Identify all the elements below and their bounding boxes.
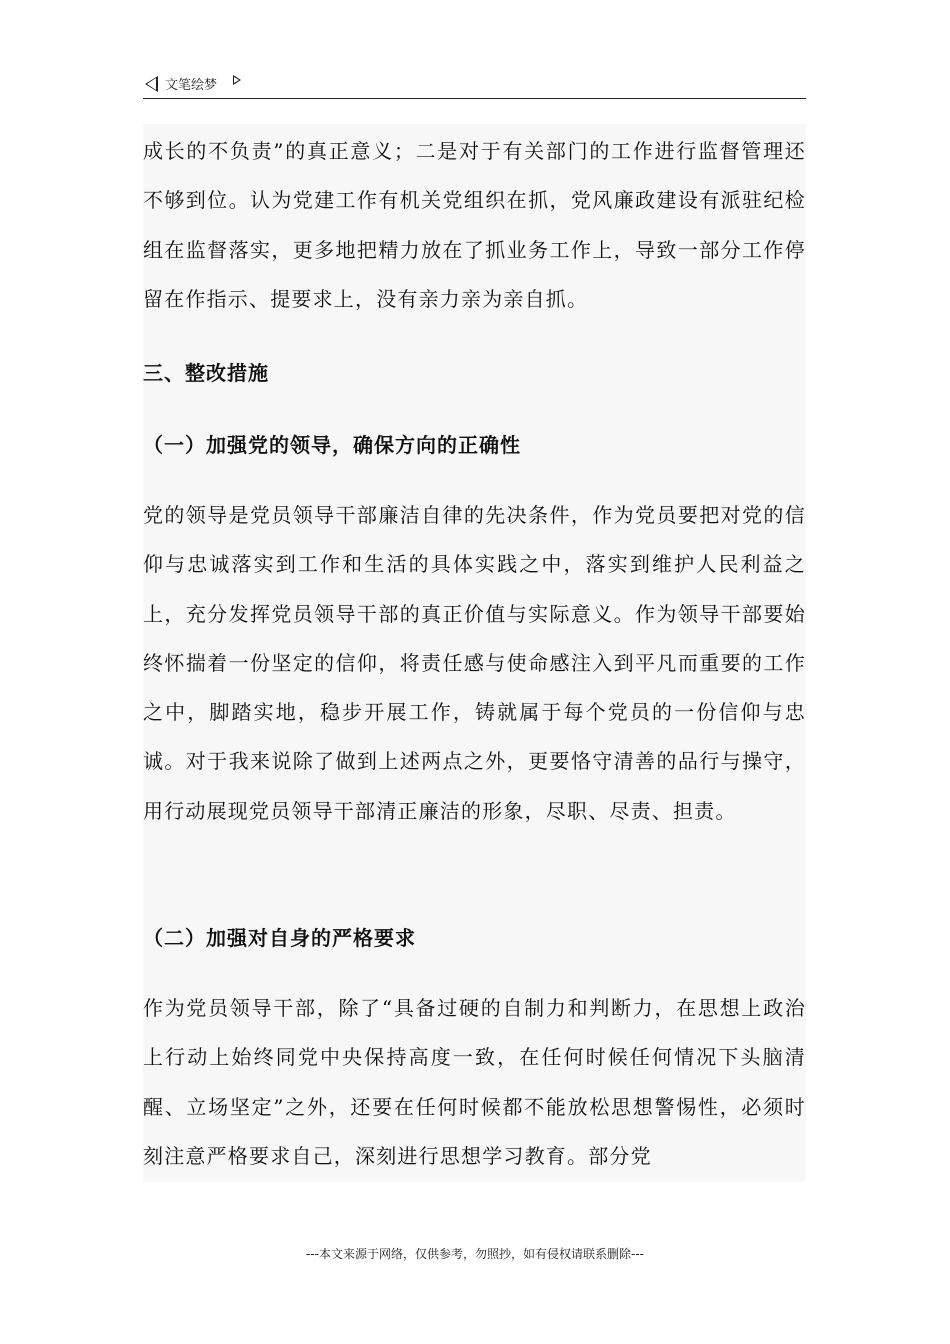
paragraph-3: 作为党员领导干部，除了“具备过硬的自制力和判断力，在思想上政治上行动上始终同党中央保持高度一致，在任何时候任何情况下头脑清醒、立场坚定”之外，还要在任何时候都不能放松思想警惕性，必须时刻注意严格要求自己，深刻进行思想学习教育。部分党 [143,996,806,1168]
paragraph-1: 成长的不负责”的真正意义；二是对于有关部门的工作进行监督管理还不够到位。认为党建工作有机关党组织在抓，党风廉政建设有派驻纪检组在监督落实，更多地把精力放在了抓业务工作上，导致一部分工作停留在作指示、提要求上，没有亲力亲为亲自抓。 [143,139,806,311]
header-brand: 文笔绘梦 [165,78,218,93]
subsection-heading-2: （二）加强对自身的严格要求 [143,926,416,950]
document-body [143,124,806,1182]
page-header [143,72,806,99]
subsection-heading-1: （一）加强党的领导，确保方向的正确性 [143,433,521,457]
paragraph-2: 党的领导是党员领导干部廉洁自律的先决条件，作为党员要把对党的信仰与忠诚落实到工作和生活的具体实践之中，落实到维护人民利益之上，充分发挥党员领导干部的真正价值与实际意义。作为领导干部要始终怀揣着一份坚定的信仰，将责任感与使命感注入到平凡而重要的工作之中，脚踏实地，稳步开展工作，铸就属于每个党员的一份信仰与忠诚。对于我来说除了做到上述两点之外，更要恪守清善的品行与操守，用行动展现党员领导干部清正廉洁的形象，尽职、尽责、担责。 [143,503,806,823]
right-triangle-icon [233,75,241,85]
section-heading: 三、整改措施 [143,361,269,385]
left-triangle-icon [145,76,158,92]
page-footer: ---本文来源于网络，仅供参考，勿照抄，如有侵权请联系删除--- [306,1247,644,1261]
